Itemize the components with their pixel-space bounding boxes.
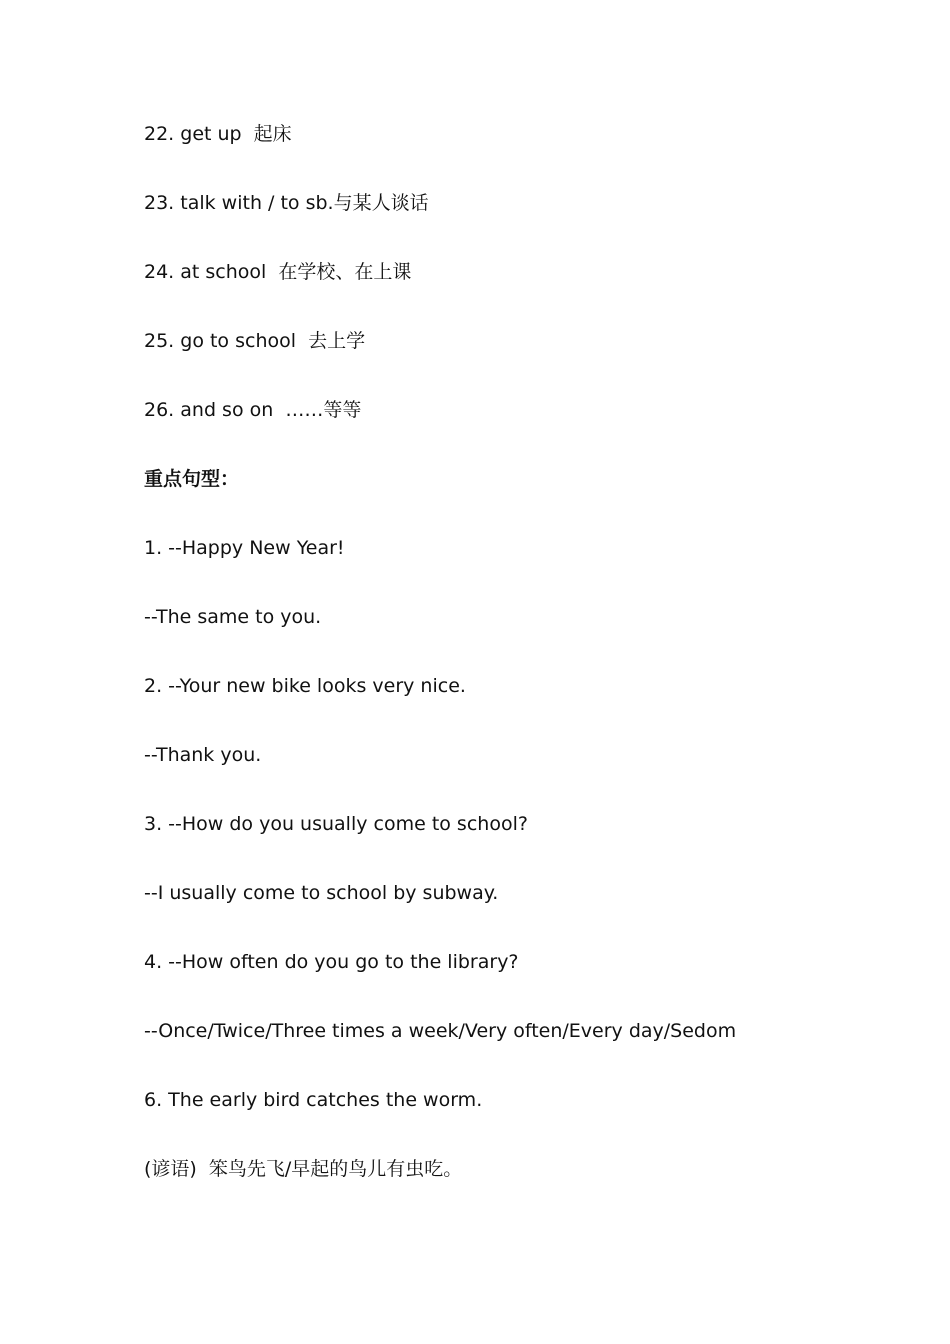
vocab-item-22: 22. get up 起床 [144, 123, 292, 145]
sentence-line: --The same to you. [144, 606, 322, 628]
sentence-line: 1. --Happy New Year! [144, 537, 345, 559]
sentence-line: --Once/Twice/Three times a week/Very often/Every day/Sedom [144, 1020, 737, 1042]
vocab-item-25: 25. go to school 去上学 [144, 330, 366, 352]
sentence-line: 2. --Your new bike looks very nice. [144, 675, 466, 697]
sentence-line: 4. --How often do you go to the library? [144, 951, 519, 973]
vocab-item-24: 24. at school 在学校、在上课 [144, 261, 412, 283]
sentence-line: --Thank you. [144, 744, 262, 766]
section-heading: 重点句型： [144, 468, 240, 490]
sentence-line: 3. --How do you usually come to school? [144, 813, 528, 835]
vocab-item-26: 26. and so on ……等等 [144, 399, 362, 421]
sentence-line: --I usually come to school by subway. [144, 882, 499, 904]
proverb-note: (谚语) 笨鸟先飞/早起的鸟儿有虫吃。 [144, 1158, 463, 1180]
vocab-item-23: 23. talk with / to sb.与某人谈话 [144, 192, 429, 214]
sentence-line: 6. The early bird catches the worm. [144, 1089, 483, 1111]
